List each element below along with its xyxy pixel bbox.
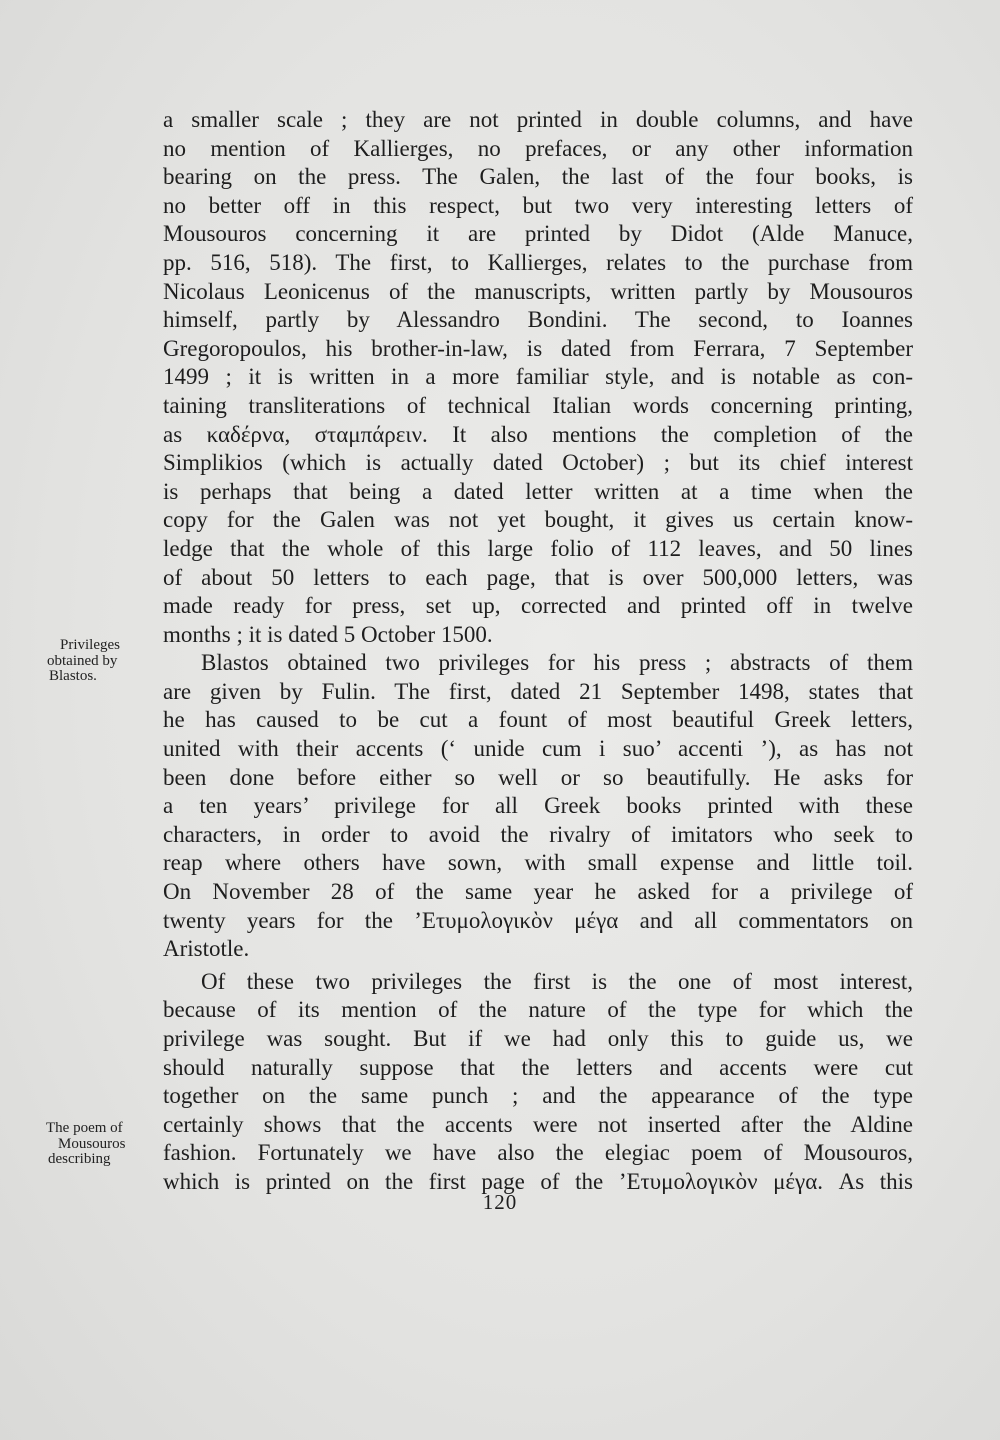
text-line: a ten years’ privilege for all Greek books printed with these (163, 793, 913, 819)
paragraph-1 (163, 106, 913, 649)
margin-note-line: Blastos. (49, 668, 97, 684)
paragraph-3 (163, 968, 913, 1197)
text-line: characters, in order to avoid the rivalry of imitators who seek to (163, 821, 913, 847)
text-line: of about 50 letters to each page, that is over 500,000 letters, was (163, 564, 913, 590)
text-line: Blastos obtained two privileges for his press ; abstracts of them (201, 650, 913, 676)
text-line: privilege was sought. But if we had only this to guide us, we (163, 1026, 913, 1051)
margin-note-privileges (44, 638, 162, 685)
text-line: reap where others have sown, with small expense and little toil. (163, 850, 913, 876)
text-line: certainly shows that the accents were not inserted after the Aldine (163, 1111, 913, 1137)
text-line: should naturally suppose that the letters and accents were cut (163, 1054, 913, 1080)
text-line: as καδέρνα, σταμπάρειν. It also mentions the completion of the (163, 421, 913, 447)
text-line: a smaller scale ; they are not printed in double columns, and have (163, 107, 913, 132)
text-line: copy for the Galen was not yet bought, it gives us certain know- (163, 507, 913, 533)
text-line: pp. 516, 518). The first, to Kallierges, relates to the purchase from (163, 249, 913, 275)
text-line: made ready for press, set up, corrected and printed off in twelve (163, 593, 913, 619)
text-line: Of these two privileges the first is the one of most interest, (201, 968, 913, 994)
text-line: is perhaps that being a dated letter written at a time when the (163, 478, 913, 504)
text-line: 1499 ; it is written in a more familiar style, and is notable as con- (163, 364, 913, 390)
text-line: taining transliterations of technical Italian words concerning printing, (163, 392, 913, 418)
text-line: months ; it is dated 5 October 1500. (163, 621, 493, 647)
text-line: no mention of Kallierges, no prefaces, or any other information (163, 135, 913, 161)
margin-note-line: The poem of (46, 1120, 123, 1136)
text-line: are given by Fulin. The first, dated 21 September 1498, states that (163, 678, 913, 704)
margin-note-line: Mousouros (58, 1135, 126, 1152)
text-line: bearing on the press. The Galen, the last of the four books, is (163, 164, 913, 190)
text-line: because of its mention of the nature of the type for which the (163, 997, 913, 1023)
text-line: ledge that the whole of this large folio of 112 leaves, and 50 lines (163, 535, 913, 561)
text-line: together on the same punch ; and the appearance of the type (163, 1083, 913, 1109)
text-line: Mousouros concerning it are printed by Didot (Alde Manuce, (163, 221, 913, 247)
text-line: himself, partly by Alessandro Bondini. The second, to Ioannes (163, 307, 913, 333)
margin-note-line: Privileges (60, 637, 120, 653)
text-line: Nicolaus Leonicenus of the manuscripts, written partly by Mousouros (163, 278, 913, 304)
text-line: Simplikios (which is actually dated October) ; but its chief interest (163, 450, 913, 476)
margin-note-poem (44, 1121, 162, 1168)
text-line: united with their accents (‘ unide cum i suo’ accenti ’), as has not (163, 736, 913, 762)
text-line: been done before either so well or so beautifully. He asks for (163, 764, 913, 790)
body-text (163, 106, 913, 1197)
text-line: no better off in this respect, but two very interesting letters of (163, 192, 913, 218)
text-line: Aristotle. (163, 936, 250, 962)
text-line: fashion. Fortunately we have also the elegiac poem of Mousouros, (163, 1140, 913, 1166)
margin-note-line: describing (48, 1151, 111, 1167)
margin-note-line: obtained by (47, 652, 118, 669)
text-line: which is printed on the first page of the ’Ετυμολογικὸν μέγα. As this (163, 1168, 913, 1194)
text-line: On November 28 of the same year he asked for a privilege of (163, 879, 913, 905)
page-number: 120 (482, 1190, 518, 1214)
text-line: he has caused to be cut a fount of most beautiful Greek letters, (163, 707, 913, 733)
text-line: Gregoropoulos, his brother-in-law, is dated from Ferrara, 7 September (163, 335, 913, 361)
paragraph-2 (163, 649, 913, 964)
text-line: twenty years for the ’Ετυμολογικὸν μέγα and all commentators on (163, 907, 913, 933)
